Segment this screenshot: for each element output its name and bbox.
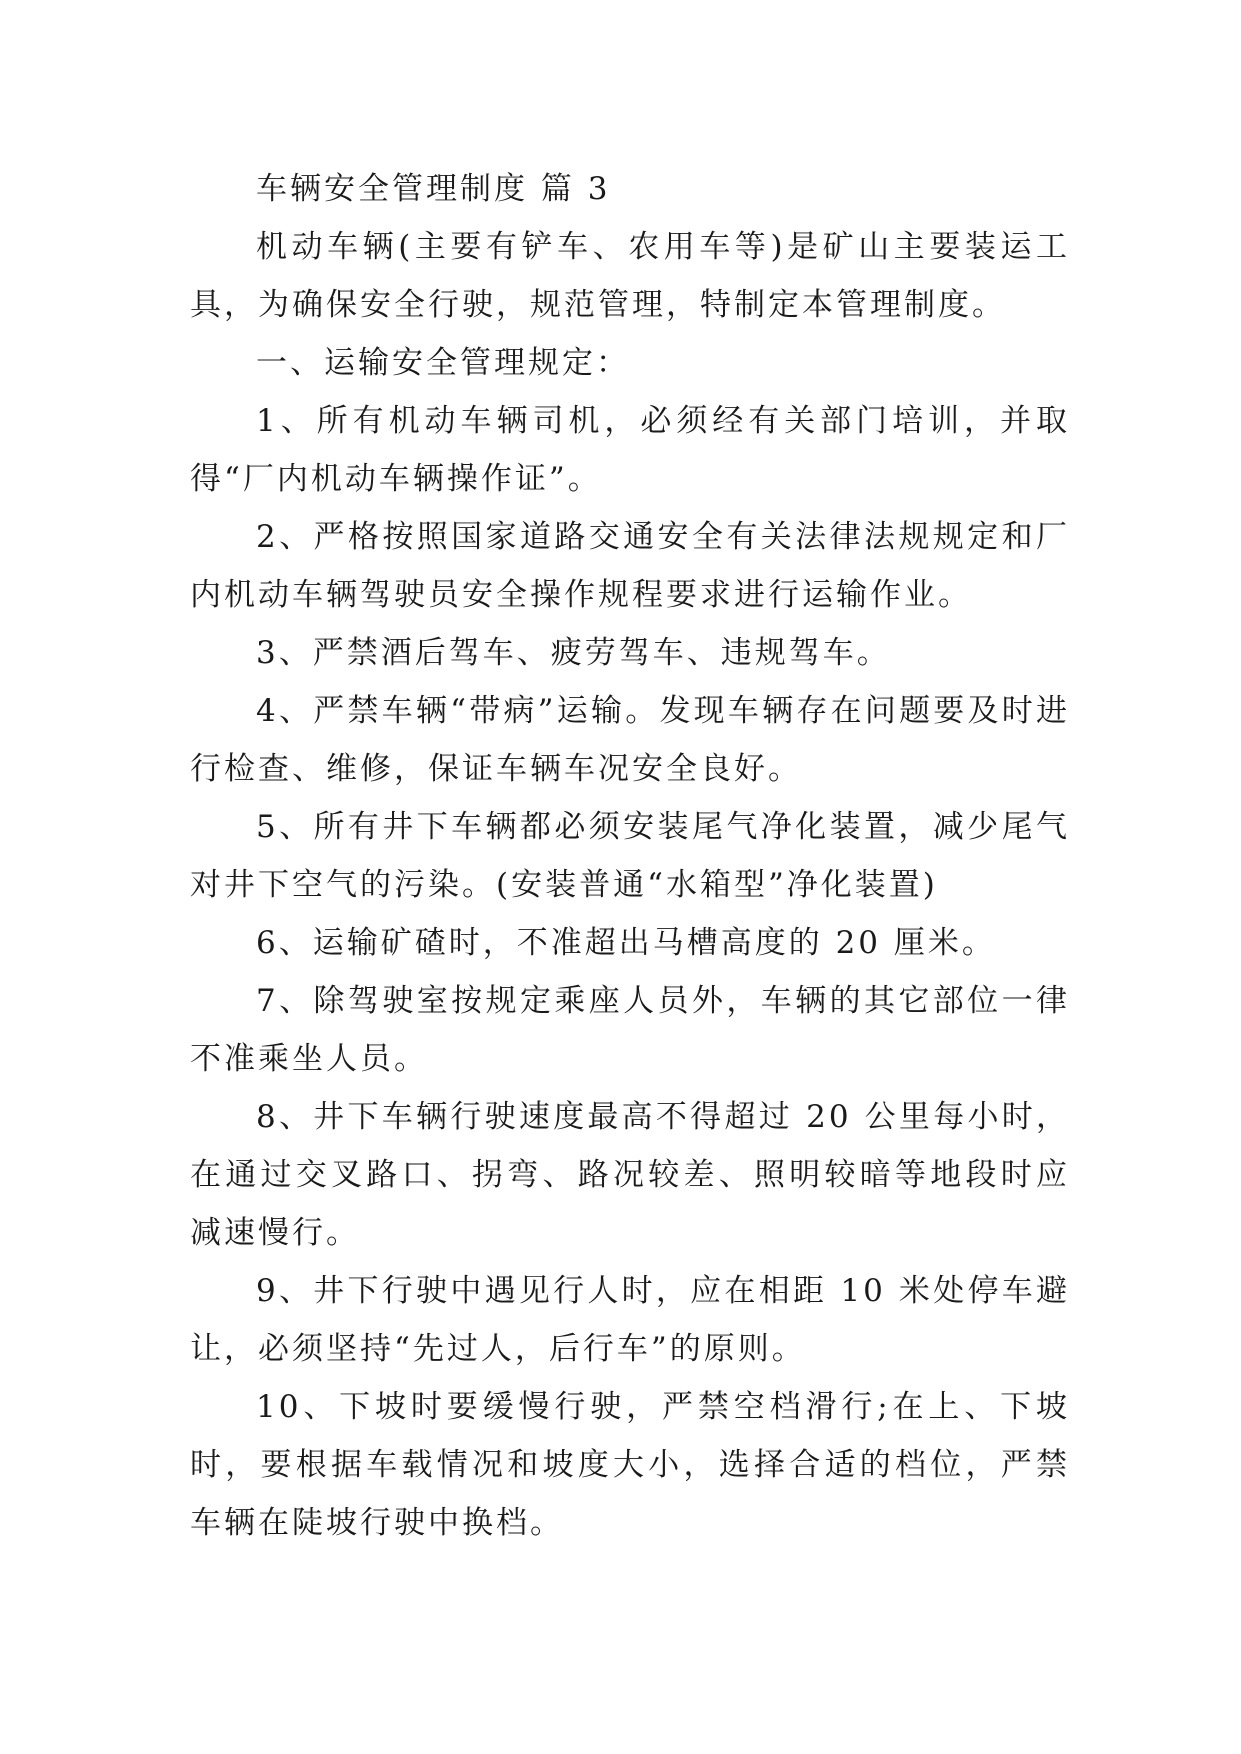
rule-item-7: 7、除驾驶室按规定乘座人员外，车辆的其它部位一律不准乘坐人员。 xyxy=(190,983,1070,1077)
rule-item-8: 8、井下车辆行驶速度最高不得超过 20 公里每小时，在通过交叉路口、拐弯、路况较差、照明较暗等地段时应减速慢行。 xyxy=(190,1099,1070,1251)
rule-item-6: 6、运输矿碴时，不准超出马槽高度的 20 厘米。 xyxy=(256,925,996,961)
rule-item-3: 3、严禁酒后驾车、疲劳驾车、违规驾车。 xyxy=(256,635,891,671)
document-title: 车辆安全管理制度 篇 3 xyxy=(256,171,611,207)
rule-item-9: 9、井下行驶中遇见行人时，应在相距 10 米处停车避让，必须坚持“先过人，后行车”的原则。 xyxy=(190,1273,1070,1367)
rule-item-2: 2、严格按照国家道路交通安全有关法律法规规定和厂内机动车辆驾驶员安全操作规程要求进行运输作业。 xyxy=(190,519,1070,613)
paragraph-intro: 机动车辆(主要有铲车、农用车等)是矿山主要装运工具，为确保安全行驶，规范管理，特制定本管理制度。 xyxy=(190,229,1070,323)
rule-item-5: 5、所有井下车辆都必须安装尾气净化装置，减少尾气对井下空气的污染。(安装普通“水箱型”净化装置) xyxy=(190,809,1070,903)
document-body xyxy=(190,160,1070,1552)
rule-item-4: 4、严禁车辆“带病”运输。发现车辆存在问题要及时进行检查、维修，保证车辆车况安全良好。 xyxy=(190,693,1070,787)
rule-item-10: 10、下坡时要缓慢行驶，严禁空档滑行;在上、下坡时，要根据车载情况和坡度大小，选择合适的档位，严禁车辆在陡坡行驶中换档。 xyxy=(190,1389,1070,1541)
section-heading: 一、运输安全管理规定： xyxy=(256,345,630,381)
rule-item-1: 1、所有机动车辆司机，必须经有关部门培训，并取得“厂内机动车辆操作证”。 xyxy=(190,403,1070,497)
